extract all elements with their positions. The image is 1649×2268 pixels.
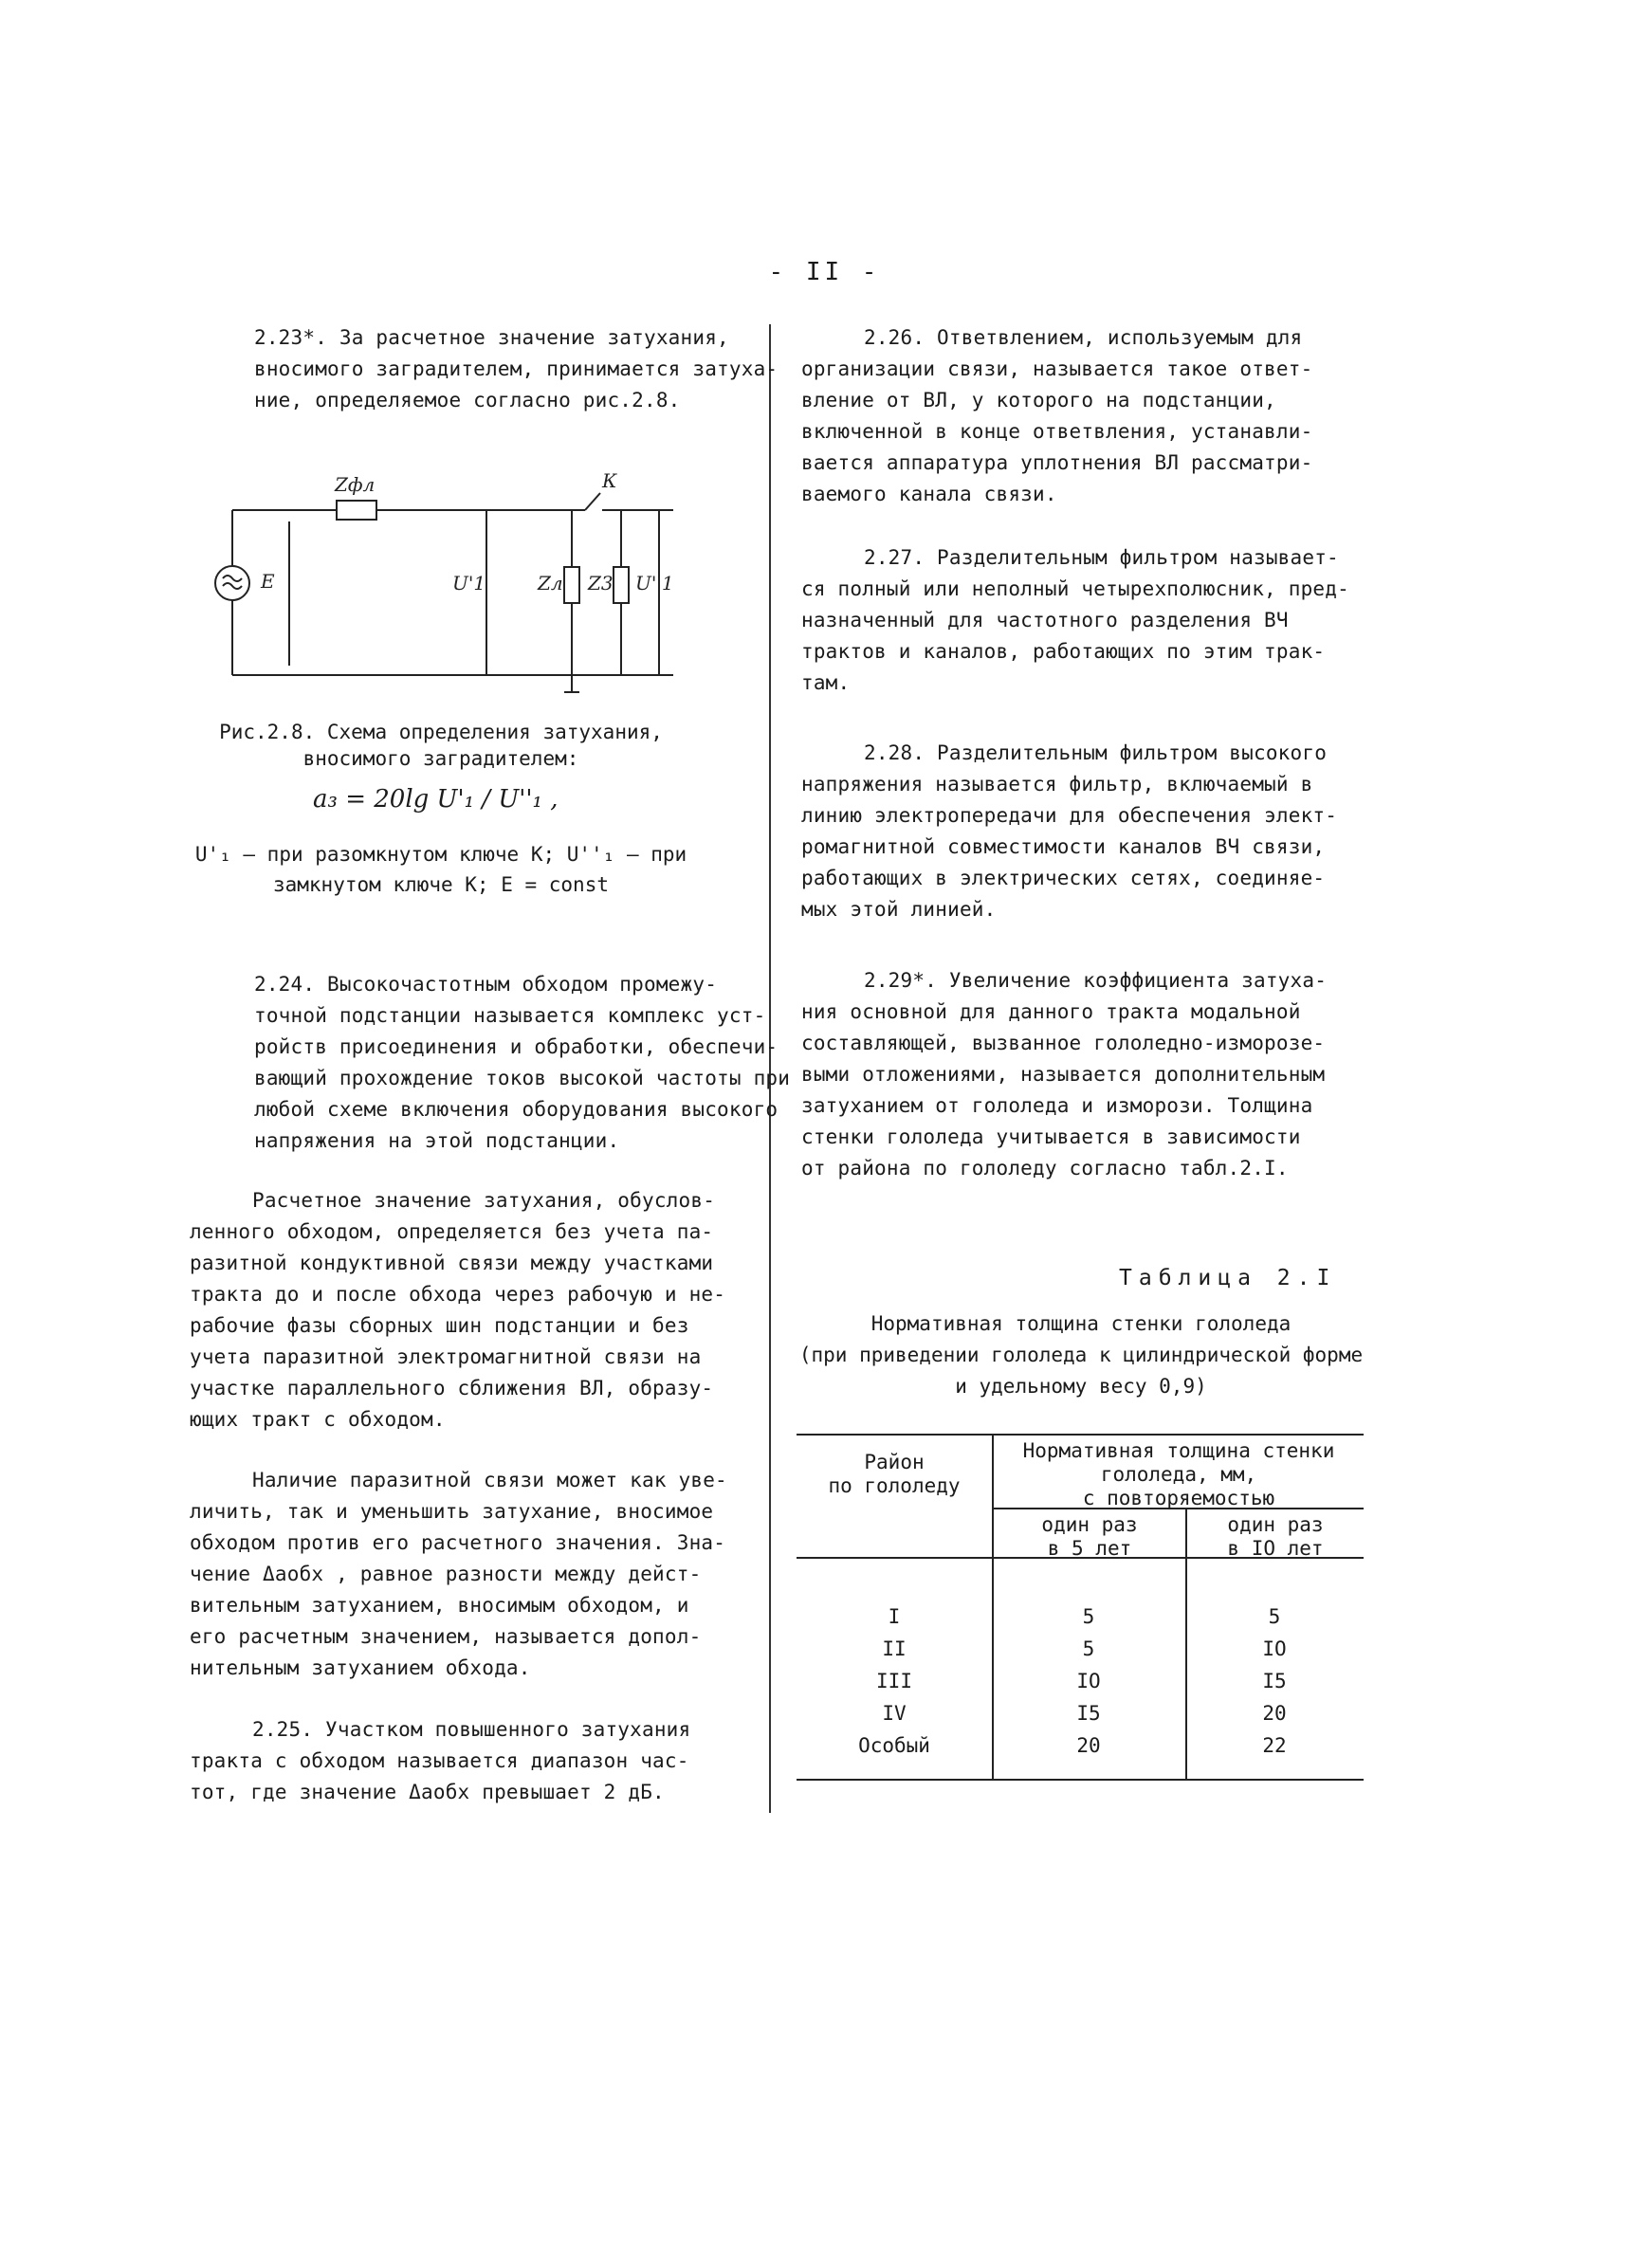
text-line: вающий прохождение токов высокой частоты при: [254, 1067, 791, 1089]
table-label: Таблица 2.I: [1119, 1266, 1337, 1290]
paragraph-calc-value: [190, 1185, 725, 1436]
text-line: составляющей, вызванное гололедно-изморозе-: [801, 1032, 1326, 1054]
text-line: напряжения называется фильтр, включаемый в: [801, 773, 1313, 796]
paragraph-2-28: [801, 738, 1337, 925]
table-cell: IO: [1262, 1637, 1287, 1660]
table-cell: I5: [1076, 1702, 1101, 1725]
text-line: ющих тракт с обходом.: [190, 1408, 446, 1431]
table-row: [797, 1697, 1364, 1729]
label-zl: Zл: [538, 572, 563, 594]
paragraph-2-24: [254, 969, 790, 1157]
page-number: - II -: [768, 258, 881, 286]
text-line: точной подстанции называется комплекс уст-: [254, 1004, 766, 1027]
text-line: в IO лет: [1227, 1537, 1324, 1560]
text-line: Расчетное значение затухания, обуслов-: [252, 1189, 716, 1212]
table-row: [797, 1633, 1364, 1665]
table-cell: 5: [1268, 1605, 1281, 1628]
text-line: выми отложениями, называется дополнительным: [801, 1063, 1326, 1086]
text-line: 2.28. Разделительным фильтром высокого: [864, 741, 1328, 764]
label-z3: Z3: [588, 572, 614, 594]
text-line: и удельному весу 0,9): [955, 1375, 1207, 1398]
text-line: чение Δaобх , равное разности между дейст-: [190, 1563, 702, 1585]
formula: a₃ = 20lg U'₁ / U''₁ ,: [313, 785, 559, 814]
text-line: 2.23*. За расчетное значение затухания,: [254, 326, 729, 349]
text-line: (при приведении гололеда к цилиндрической форме: [798, 1344, 1364, 1366]
text-line: любой схеме включения оборудования высокого: [254, 1098, 779, 1121]
text-line: ся полный или неполный четырехполюсник, пред-: [801, 577, 1349, 600]
text-line: по гололеду: [828, 1474, 961, 1497]
label-u1b: U''1: [635, 572, 674, 594]
table-body: [797, 1600, 1364, 1762]
text-line: затуханием от гололеда и изморози. Толщина: [801, 1094, 1313, 1117]
table-cell: Особый: [858, 1734, 930, 1757]
table-col-5yr: [994, 1513, 1185, 1561]
paragraph-2-27: [801, 542, 1349, 699]
text-line: 2.26. Ответвлением, используемым для: [864, 326, 1303, 349]
paragraph-2-23: [254, 322, 778, 416]
resistor-zfl: [337, 501, 376, 520]
text-line: замкнутом ключе К; E = const: [272, 873, 609, 896]
text-line: назначенный для частотного разделения ВЧ: [801, 609, 1289, 631]
table-cell: 22: [1262, 1734, 1287, 1757]
text-line: тракта до и после обхода через рабочую и не-: [190, 1283, 726, 1306]
text-line: 2.25. Участком повышенного затухания: [252, 1718, 691, 1741]
table-bottom-rule: [797, 1779, 1364, 1781]
text-line: 2.29*. Увеличение коэффициента затуха-: [864, 969, 1328, 992]
label-key: К: [602, 469, 617, 492]
text-line: мых этой линией.: [801, 898, 997, 921]
table-row: [797, 1729, 1364, 1762]
text-line: рабочие фазы сборных шин подстанции и без: [190, 1314, 689, 1337]
text-line: учета паразитной электромагнитной связи на: [190, 1345, 702, 1368]
text-line: ние, определяемое согласно рис.2.8.: [254, 389, 681, 412]
circuit-diagram: [204, 465, 697, 702]
table-cell: IO: [1076, 1670, 1101, 1692]
formula-note: [171, 839, 711, 900]
resistor-zl: [564, 567, 579, 603]
table-cell: II: [882, 1637, 907, 1660]
text-line: стенки гололеда учитывается в зависимости: [801, 1125, 1301, 1148]
text-line: Наличие паразитной связи может как уве-: [252, 1469, 727, 1491]
resistor-z3: [614, 567, 629, 603]
table-col-group: [994, 1439, 1364, 1510]
paragraph-2-26: [801, 322, 1312, 510]
text-line: в 5 лет: [1047, 1537, 1132, 1560]
text-line: работающих в электрических сетях, соединяе-: [801, 867, 1326, 889]
text-line: Нормативная толщина стенки: [1022, 1439, 1335, 1462]
text-line: тот, где значение Δaобх превышает 2 дБ.: [190, 1781, 665, 1803]
text-line: ленного обходом, определяется без учета па-: [190, 1220, 714, 1243]
label-zfl: Zфл: [335, 473, 376, 496]
text-line: вление от ВЛ, у которого на подстанции,: [801, 389, 1276, 412]
paragraph-parasitic: [190, 1465, 727, 1684]
figure-caption: [171, 719, 711, 772]
text-line: вносимого заградителем, принимается затуха-: [254, 357, 779, 380]
text-line: Рис.2.8. Схема определения затухания,: [219, 721, 663, 743]
text-line: обходом против его расчетного значения. Зна-: [190, 1531, 726, 1554]
text-line: ваемого канала связи.: [801, 483, 1057, 505]
text-line: Район: [864, 1451, 925, 1473]
text-line: ромагнитной совместимости каналов ВЧ связи,: [801, 835, 1326, 858]
text-line: напряжения на этой подстанции.: [254, 1129, 620, 1152]
source-icon: [215, 566, 249, 600]
text-line: ния основной для данного тракта модальной: [801, 1000, 1301, 1023]
table-row: [797, 1600, 1364, 1633]
text-line: 2.27. Разделительным фильтром называет-: [864, 546, 1339, 569]
text-line: вительным затуханием, вносимым обходом, и: [190, 1594, 689, 1617]
text-line: с повторяемостью: [1082, 1487, 1275, 1509]
table-cell: IV: [882, 1702, 907, 1725]
label-u1: U'1: [452, 572, 486, 594]
text-line: нительным затуханием обхода.: [190, 1656, 531, 1679]
text-line: организации связи, называется такое ответ-: [801, 357, 1313, 380]
table-title: [778, 1308, 1384, 1402]
text-line: участке параллельного сближения ВЛ, образу-: [190, 1377, 714, 1399]
switch-k: [585, 493, 600, 510]
table-cell: 20: [1262, 1702, 1287, 1725]
text-line: вносимого заградителем:: [302, 747, 579, 770]
table-cell: 5: [1082, 1605, 1095, 1628]
text-line: один раз: [1041, 1513, 1138, 1536]
paragraph-2-29: [801, 965, 1327, 1184]
table-cell: 5: [1082, 1637, 1095, 1660]
label-e: E: [261, 570, 275, 593]
table-cell: I: [888, 1605, 901, 1628]
text-line: Нормативная толщина стенки гололеда: [870, 1312, 1292, 1335]
table-col-10yr: [1187, 1513, 1364, 1561]
table-row: [797, 1665, 1364, 1697]
text-line: один раз: [1227, 1513, 1324, 1536]
text-line: ройств присоединения и обработки, обеспечи-: [254, 1035, 779, 1058]
text-line: от района по гололеду согласно табл.2.I.: [801, 1157, 1289, 1180]
text-line: вается аппаратура уплотнения ВЛ рассматри-: [801, 451, 1313, 474]
text-line: там.: [801, 671, 851, 694]
table-cell: III: [876, 1670, 912, 1692]
text-line: личить, так и уменьшить затухание, вносимое: [190, 1500, 714, 1523]
text-line: трактов и каналов, работающих по этим трак-: [801, 640, 1326, 663]
table-top-rule: [797, 1434, 1364, 1436]
text-line: линию электропередачи для обеспечения элект-: [801, 804, 1338, 827]
table-col-region: [797, 1451, 992, 1498]
text-line: его расчетным значением, называется допол-: [190, 1625, 702, 1648]
table-cell: 20: [1076, 1734, 1101, 1757]
text-line: включенной в конце ответвления, устанавли-: [801, 420, 1313, 443]
text-line: 2.24. Высокочастотным обходом промежу-: [254, 973, 718, 996]
text-line: U'₁ – при разомкнутом ключе К; U''₁ – при: [194, 843, 687, 866]
text-line: тракта с обходом называется диапазон час-: [190, 1749, 689, 1772]
text-line: разитной кондуктивной связи между участками: [190, 1252, 714, 1274]
text-line: гололеда, мм,: [1100, 1463, 1257, 1486]
paragraph-2-25: [190, 1714, 690, 1808]
table-cell: I5: [1262, 1670, 1287, 1692]
